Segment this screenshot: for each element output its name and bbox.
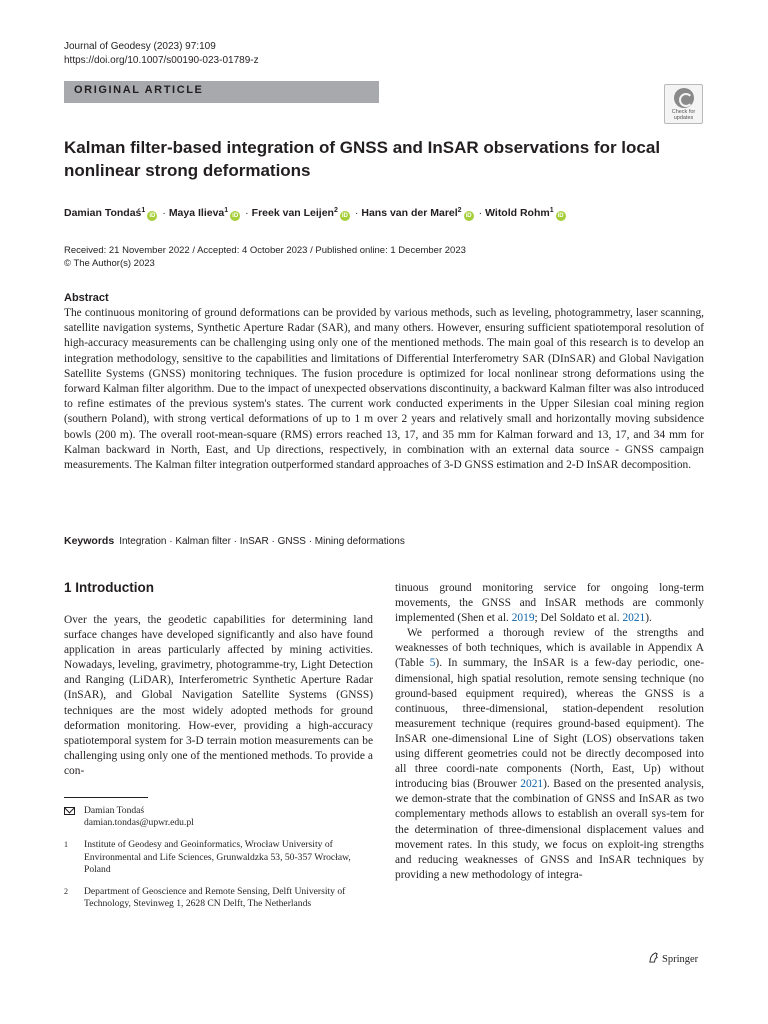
orcid-icon[interactable]: iD bbox=[232, 213, 239, 219]
orcid-icon[interactable]: iD bbox=[465, 213, 472, 219]
publication-dates: Received: 21 November 2022 / Accepted: 4 October 2023 / Published online: 1 December 2023 bbox=[64, 245, 466, 256]
abstract-text: The continuous monitoring of ground deformations can be provided by various methods, such as leveling, photogrammetry, laser scanning, satellite navigation systems, Synthetic Aperture Radar (SAR), and many others. However, ensuring sufficient spatiotemporal resolution of high-accuracy measurements can be challenging using only one of the mentioned methods. The main goal of this research is to develop an integration methodology, sensitive to the capabilities and limitations of Differential Interferometry SAR (DInSAR) and Global Navigation Satellite Systems (GNSS) monitoring techniques. The fusion procedure is optimized for local nonlinear strong deformations using the forward Kalman filter algorithm. Due to the impact of unexpected observations discontinuity, a backward Kalman filter was also introduced to refine estimates of the previous system's states. The current work conducted experiments in the Upper Silesian coal mining region (southern Poland), with strong vertical deformations of up to 1 m over 2 years and relatively small and horizontally moving subsidence bowls (200 m). The overall root-mean-square (RMS) errors reached 13, 17, and 35 mm for Kalman forward and 13, 17, and 34 mm for Kalman backward in North, East, and Up directions, respectively, in combination with an external data source - GNSS campaign measurements. The Kalman filter integration outperformed standard approaches of 3-D GNSS estimation and 2-D InSAR decomposition. bbox=[64, 307, 704, 472]
keywords-list: Integration · Kalman filter · InSAR · GNSS · Mining deformations bbox=[119, 536, 405, 547]
citation-link[interactable]: 2019 bbox=[511, 612, 535, 625]
orcid-icon[interactable]: iD bbox=[149, 213, 156, 219]
author-separator: · bbox=[245, 207, 249, 219]
copyright-notice: © The Author(s) 2023 bbox=[64, 258, 155, 269]
affiliation-text: Institute of Geodesy and Geoinformatics, Wrocław University of Environmental and Life Sciences, Grunwaldzka 53, 50-357 Wrocław, Poland bbox=[84, 839, 351, 875]
author-name[interactable]: Maya Ilieva bbox=[168, 207, 225, 219]
affiliation-number: 1 bbox=[64, 840, 68, 850]
check-for-updates-button[interactable] bbox=[664, 84, 703, 124]
keywords-line bbox=[64, 534, 405, 549]
author-affiliation: 1 bbox=[224, 207, 229, 214]
publisher-name: Springer bbox=[662, 954, 699, 965]
author-list bbox=[64, 203, 704, 221]
orcid-icon[interactable]: iD bbox=[341, 213, 348, 219]
contact-name: Damian Tondaś bbox=[84, 805, 145, 816]
author-affiliation: 2 bbox=[333, 207, 338, 214]
doi-link[interactable]: https://doi.org/10.1007/s00190-023-01789-z bbox=[64, 55, 259, 66]
publisher-logo bbox=[648, 952, 698, 967]
paper-title: Kalman filter-based integration of GNSS and InSAR observations for local nonlinear strong deformations bbox=[64, 138, 661, 180]
article-type-bar bbox=[64, 81, 379, 103]
keywords-label: Keywords bbox=[64, 535, 115, 547]
contact-email[interactable]: damian.tondas@upwr.edu.pl bbox=[84, 817, 194, 829]
article-type-label: ORIGINAL ARTICLE bbox=[74, 84, 204, 96]
author-affiliation: 2 bbox=[457, 207, 462, 214]
updates-icon bbox=[674, 88, 694, 108]
author-name[interactable]: Freek van Leijen bbox=[251, 207, 334, 219]
envelope-icon bbox=[64, 807, 75, 815]
body-text-left-column: Over the years, the geodetic capabilities for determining land surface changes have developed significantly and also have found application in areas particularly affected by mining activities. Nowadays, leveling, gravimetry, photogramme-try, Light Detection and Ranging (LiDAR), Interferometric Synthetic Aperture Radar (InSAR), and Global Navigation Satellite Systems (GNSS) techniques are the most widely adopted methods for ground deformation monitoring. How-ever, providing a high-accuracy spatiotemporal system for 3-D terrain motion measurements can be challenging using only one of the mentioned methods. To provide a con- bbox=[64, 614, 373, 777]
text-run: ). bbox=[645, 612, 652, 625]
springer-horse-icon bbox=[648, 952, 659, 963]
citation-link[interactable]: 2021 bbox=[622, 612, 646, 625]
author-separator: · bbox=[354, 207, 359, 219]
table-reference-link[interactable]: 5 bbox=[429, 657, 436, 670]
author-name[interactable]: Witold Rohm bbox=[485, 207, 550, 219]
text-run: ). Based on the presented analysis, we demon-strate that the combination of GNSS and InSAR as two complementary methods allows to establish an overall sys-tem for the determination of three-dimensional displacement values and movement rates. In this study, we focus on exploit-ing strengths and reducing weaknesses of GNSS and InSAR techniques by providing a new methodology of integra- bbox=[395, 778, 704, 881]
updates-label: Check for updates bbox=[671, 109, 696, 121]
text-run: We performed a thorough review of the strengths and weaknesses of both techniques, which is available in Appendix A (Table bbox=[395, 627, 704, 670]
author-affiliation: 1 bbox=[141, 207, 146, 214]
abstract-heading: Abstract bbox=[64, 292, 109, 304]
citation-link[interactable]: 2021 bbox=[520, 778, 544, 791]
author-name[interactable]: Hans van der Marel bbox=[361, 207, 458, 219]
affiliation-1 bbox=[64, 839, 364, 876]
paragraph bbox=[395, 581, 704, 626]
text-run: ; Del Soldato et al. bbox=[534, 612, 623, 625]
section-heading: 1 Introduction bbox=[64, 580, 154, 595]
author-name[interactable]: Damian Tondaś bbox=[64, 207, 142, 219]
affiliation-text: Department of Geoscience and Remote Sensing, Delft University of Technology, Stevinweg 1, 2628 CN Delft, The Netherlands bbox=[84, 886, 346, 910]
affiliation-2 bbox=[64, 886, 364, 910]
author-separator: · bbox=[478, 207, 483, 219]
text-run: ). In summary, the InSAR is a few-day periodic, one-dimensional, high spatial resolution, remote sensing technique (no ground-based equipment required), whereas the GNSS is a continuous, three-dimensional, station-dependent resolution measurement technique (requires ground-based equipment). The InSAR one-dimensional Line of Sight (LOS) observations taken using different geometries could not be directly decomposed into all three coordi-nate components (North, East, Up) without introducing bias (Brouwer bbox=[395, 657, 704, 791]
journal-citation: Journal of Geodesy (2023) 97:109 bbox=[64, 41, 216, 52]
orcid-icon[interactable]: iD bbox=[557, 213, 564, 219]
footnote-divider bbox=[64, 797, 148, 798]
footnotes bbox=[64, 805, 364, 920]
corresponding-author bbox=[64, 805, 364, 829]
paragraph bbox=[395, 626, 704, 883]
author-affiliation: 1 bbox=[549, 207, 554, 214]
author-separator: · bbox=[162, 207, 166, 219]
affiliation-number: 2 bbox=[64, 887, 68, 897]
text-run: tinuous ground monitoring service for ongoing long-term movements, the GNSS and InSAR methods are commonly implemented (Shen et al. bbox=[395, 582, 704, 625]
body-text-right-column bbox=[395, 581, 704, 883]
